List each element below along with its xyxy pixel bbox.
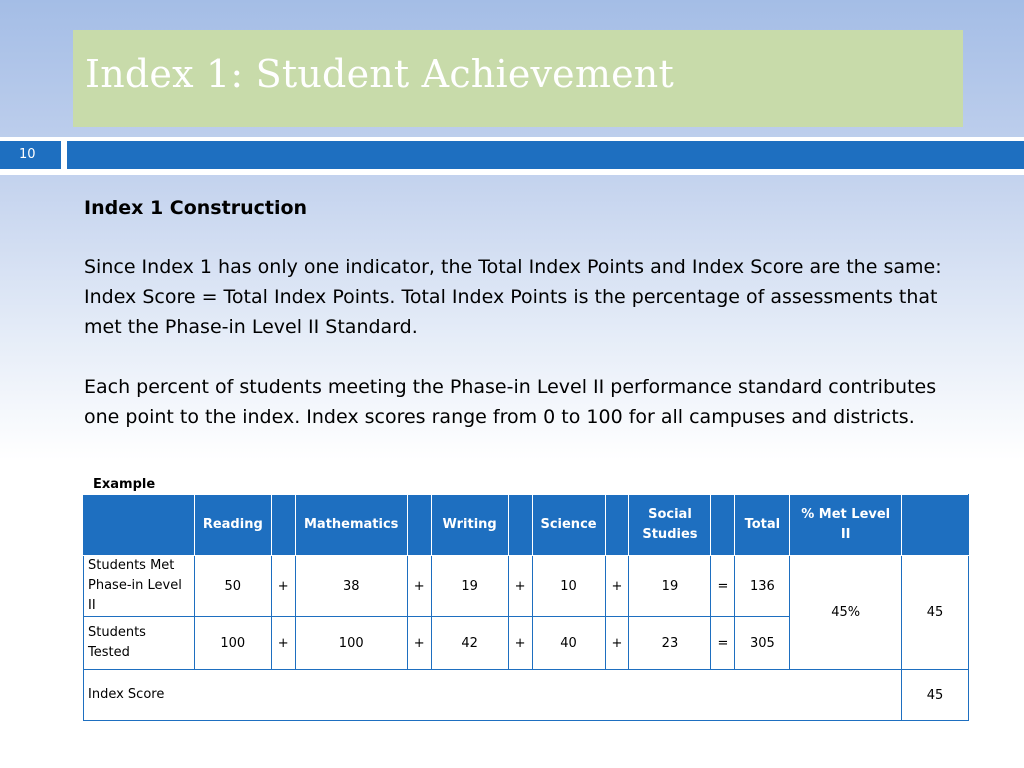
slide-content (84, 194, 964, 432)
paragraph-1: Since Index 1 has only one indicator, the Total Index Points and Index Score are the same: Index Score = Total Index Points. Total Index Points is the percentage of assessments that met the Phase-in Level II Standard. (84, 256, 942, 338)
header-total: Total (735, 495, 790, 556)
header-bar (67, 141, 1024, 169)
slide-number: 10 (19, 147, 36, 162)
table-cell: 100 (295, 617, 407, 670)
table-cell: 305 (735, 617, 790, 670)
index-score-label: Index Score (84, 670, 902, 721)
table-cell: + (508, 617, 532, 670)
header-reading: Reading (194, 495, 271, 556)
header-cell (902, 495, 969, 556)
index-points-value: 45 (902, 556, 969, 670)
table-cell: + (605, 617, 629, 670)
table-cell: + (508, 556, 532, 617)
table-row-students-met (84, 556, 969, 617)
header-cell (407, 495, 431, 556)
header-science: Science (532, 495, 605, 556)
table-cell: 23 (629, 617, 711, 670)
table-cell: 10 (532, 556, 605, 617)
table-cell: + (407, 617, 431, 670)
row-label: Students Tested (84, 617, 195, 670)
table-cell: 100 (194, 617, 271, 670)
table-cell: 19 (629, 556, 711, 617)
header-percent-met: % Met Level II (790, 495, 902, 556)
section-heading: Index 1 Construction (84, 197, 308, 219)
slide-title: Index 1: Student Achievement (85, 52, 674, 96)
table-cell: 136 (735, 556, 790, 617)
header-cell (508, 495, 532, 556)
paragraph-2: Each percent of students meeting the Phase-in Level II performance standard contributes one point to the index. Index scores range from 0 to 100 for all campuses and districts. (84, 376, 937, 428)
table-cell: 50 (194, 556, 271, 617)
table-cell: + (271, 617, 295, 670)
table-cell: = (711, 556, 735, 617)
header-cell (271, 495, 295, 556)
table-cell: = (711, 617, 735, 670)
table-cell: 42 (431, 617, 508, 670)
header-mathematics: Mathematics (295, 495, 407, 556)
table-row-index-score (84, 670, 969, 721)
header-social-studies: Social Studies (629, 495, 711, 556)
table-cell: + (605, 556, 629, 617)
index-table (83, 494, 969, 721)
title-box (73, 30, 963, 127)
header-cell (711, 495, 735, 556)
table-cell: 40 (532, 617, 605, 670)
table-cell: + (271, 556, 295, 617)
table-cell: 19 (431, 556, 508, 617)
example-label: Example (93, 477, 156, 492)
table-cell: + (407, 556, 431, 617)
header-row (84, 495, 969, 556)
slide-number-box (0, 141, 61, 169)
header-cell (84, 495, 195, 556)
header-cell (605, 495, 629, 556)
header-writing: Writing (431, 495, 508, 556)
table-cell: 38 (295, 556, 407, 617)
row-label: Students Met Phase-in Level II (84, 556, 195, 617)
percent-met-value: 45% (790, 556, 902, 670)
index-score-value: 45 (902, 670, 969, 721)
